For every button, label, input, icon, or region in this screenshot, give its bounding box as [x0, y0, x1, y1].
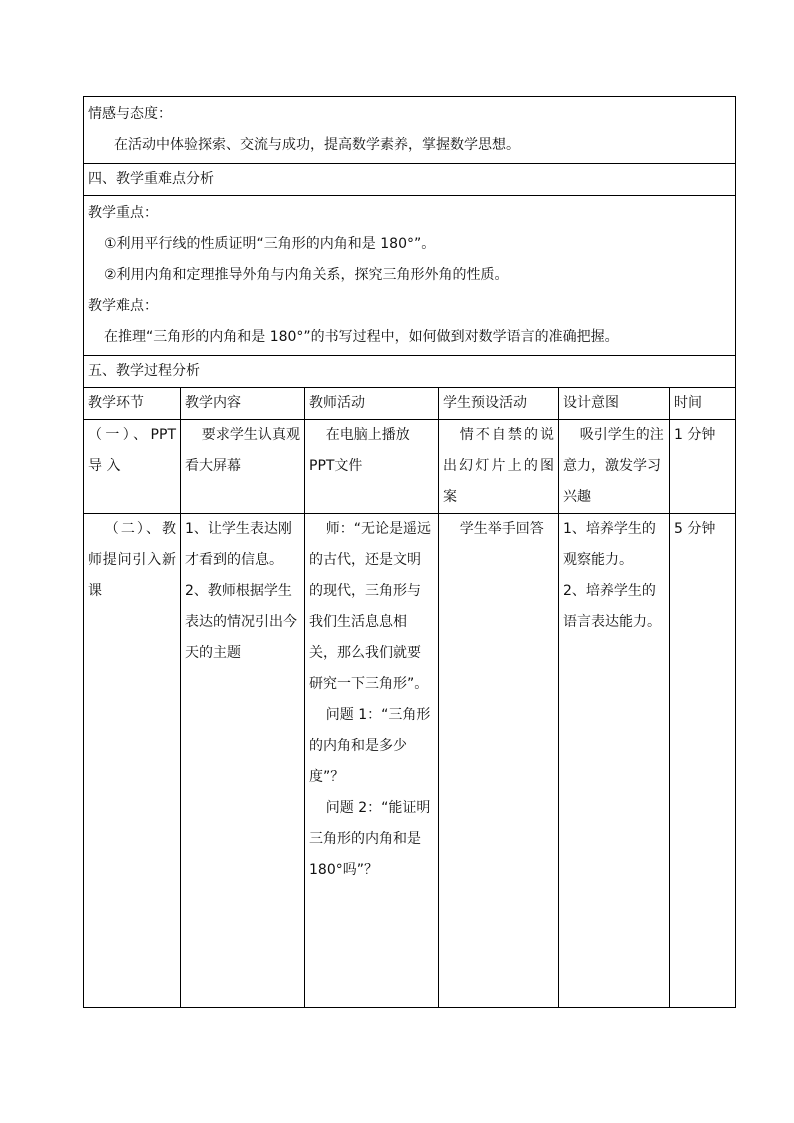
col-header-intent: 设计意图 [559, 388, 670, 420]
row2-teacher-question-2: 问题 2：“能证明三角形的内角和是180°吗”？ [309, 800, 431, 878]
row1-content [181, 420, 305, 514]
row1-time: 1 分钟 [670, 420, 736, 514]
row2-stage [84, 514, 181, 1008]
row2-student [439, 514, 559, 1008]
row2-intent-item-2: 2、培养学生的语言表达能力。 [563, 583, 661, 630]
row1-intent [559, 420, 670, 514]
section-four-title: 四、教学重难点分析 [88, 171, 214, 187]
row2-teacher-question-1: 问题 1：“三角形的内角和是多少度”？ [309, 707, 431, 785]
col-header-teacher: 教师活动 [305, 388, 439, 420]
row2-content [181, 514, 305, 1008]
row1-content-text: 要求学生认真观看大屏幕 [185, 427, 300, 474]
row1-student-text: 情不自禁的说出幻灯片上的图案 [443, 427, 554, 505]
row2-content-item-2: 2、教师根据学生表达的情况引出今天的主题 [185, 583, 297, 661]
lesson-plan-page [83, 96, 735, 1008]
key-points-heading: 教学重点： [88, 205, 158, 221]
section-five-title: 五、教学过程分析 [88, 363, 200, 379]
emotion-row [84, 97, 736, 164]
row2-intent [559, 514, 670, 1008]
emotion-heading: 情感与态度： [88, 106, 172, 122]
row2-teacher [305, 514, 439, 1008]
row2-content-item-1: 1、让学生表达刚才看到的信息。 [185, 521, 292, 568]
row1-student [439, 420, 559, 514]
row2-time: 5 分钟 [670, 514, 736, 1008]
row1-stage: （一）、PPT导 入 [84, 420, 181, 514]
process-header-row [84, 388, 736, 420]
section-five-title-row [84, 356, 736, 388]
difficulty-text: 在推理“三角形的内角和是 180°”的书写过程中，如何做到对数学语言的准确把握。 [104, 329, 619, 345]
row2-teacher-text: 师：“无论是遥远的古代，还是文明的现代，三角形与我们生活息息相关，那么我们就要研究一下三角形”。 [309, 521, 432, 692]
key-point-2: ②利用内角和定理推导外角与内角关系，探究三角形外角的性质。 [104, 267, 509, 283]
key-point-1: ①利用平行线的性质证明“三角形的内角和是 180°”。 [104, 236, 436, 252]
difficulty-heading: 教学难点： [88, 298, 158, 314]
row2-student-text: 学生举手回答 [459, 521, 544, 537]
col-header-stage: 教学环节 [84, 388, 181, 420]
emotion-text: 在活动中体验探索、交流与成功，提高数学素养，掌握数学思想。 [114, 137, 520, 153]
row1-intent-text: 吸引学生的注意力，激发学习兴趣 [563, 427, 664, 505]
row2-stage-text: （二）、教师提问引入新课 [88, 521, 176, 599]
process-row-1 [84, 420, 736, 514]
row1-teacher [305, 420, 439, 514]
section-four-title-row [84, 164, 736, 196]
col-header-content: 教学内容 [181, 388, 305, 420]
row1-teacher-text: 在电脑上播放PPT文件 [309, 427, 410, 474]
row2-intent-item-1: 1、培养学生的观察能力。 [563, 521, 656, 568]
process-row-2 [84, 514, 736, 1008]
lesson-plan-table [83, 96, 736, 1008]
key-difficulty-row [84, 196, 736, 356]
col-header-student: 学生预设活动 [439, 388, 559, 420]
col-header-time: 时间 [670, 388, 736, 420]
